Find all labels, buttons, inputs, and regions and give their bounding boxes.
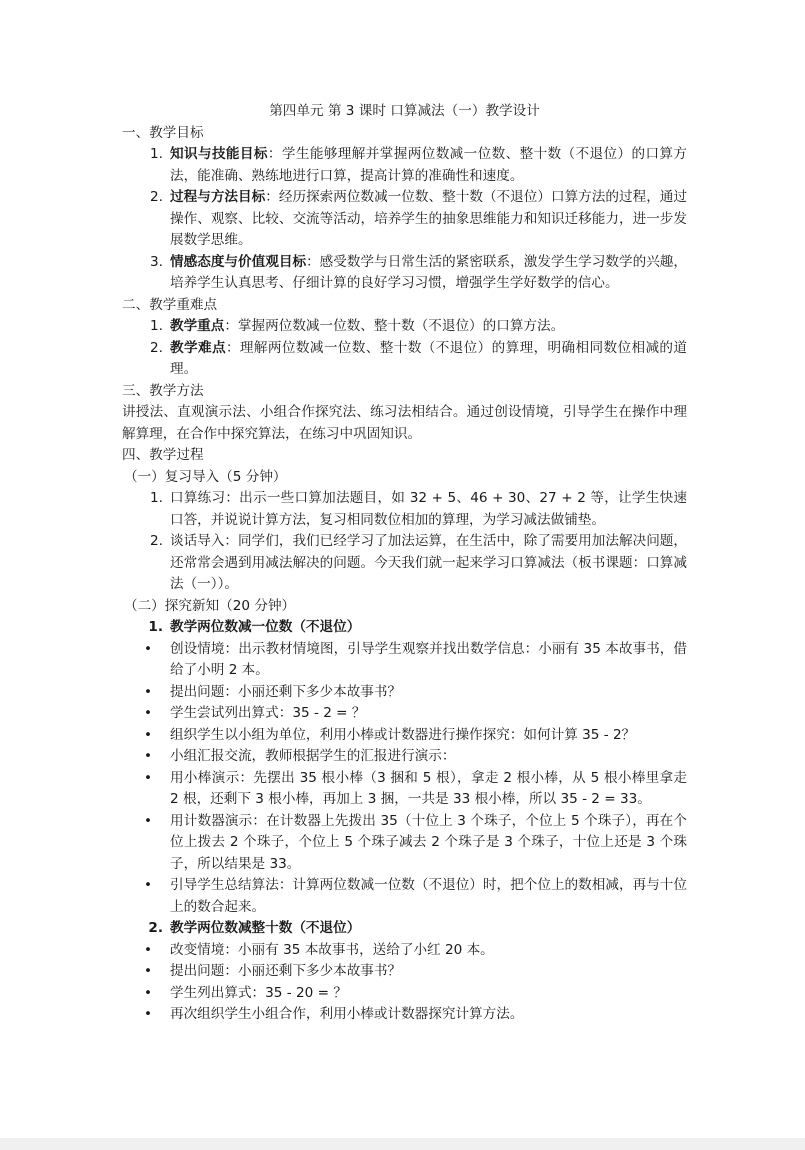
bullet-icon: • [144,705,153,721]
part1-bullet-text: 学生尝试列出算式：35 - 2 = ？ [170,705,366,721]
review-text [170,531,687,596]
bullet-icon: • [144,941,153,958]
section-heading-goals: 一、教学目标 [122,124,204,141]
key-point-body: ：理解两位数减一位数、整十数（不退位）的算理，明确相同数位相减的道理。 [170,339,688,377]
goal-item [122,252,687,295]
part1-heading [122,617,687,639]
review-list [122,488,687,596]
key-point-number: 1. [150,318,163,334]
key-points-list [122,316,687,381]
goal-number: 1. [150,146,163,162]
part1-bullet-item [122,639,687,682]
goal-body: ：学生能够理解并掌握两位数减一位数、整十数（不退位）的口算方法，能准确、熟练地进行口算，提高计算的准确性和速度。 [170,146,688,184]
bullet-icon: • [144,877,153,893]
key-point-label: 教学难点 [170,339,226,356]
bullet-icon: • [144,1006,153,1022]
part1-bullet-text: 提出问题：小丽还剩下多少本故事书？ [170,683,402,700]
part2-bullet-item [122,983,687,1005]
bullet-icon: • [144,963,153,979]
review-body: 谈话导入：同学们，我们已经学习了加法运算，在生活中，除了需要用加法解决问题，还常常会遇到用减法解决的问题。今天我们就一起来学习口算减法（板书课题：口算减法（一））。 [170,533,687,592]
part2-title: 教学两位数减整十数（不退位） [170,920,361,936]
part1-bullet-item [122,703,687,725]
phase-heading-explore: （二）探究新知（20 分钟） [124,597,296,614]
part1-bullet-text: 用小棒演示：先摆出 35 根小棒（3 捆和 5 根），拿走 2 根小棒，从 5 根小棒里拿走 2 根，还剩下 3 根小棒，再加上 3 捆，一共是 33 根小棒，所以 35 - 2 = 33。 [170,769,687,807]
part1-title: 教学两位数减一位数（不退位） [170,619,361,635]
document-content [122,101,687,1026]
bullet-icon: • [144,683,153,700]
part1-bullet-text: 创设情境：出示教材情境图，引导学生观察并找出数学信息：小丽有 35 本故事书，借给了小明 2 本。 [170,640,687,678]
part1-bullet-item [122,725,687,747]
part2-bullet-item [122,961,687,983]
part1-bullet-list [122,639,687,919]
section-heading-key-points: 二、教学重难点 [122,296,218,313]
part1-bullet-item [122,768,687,811]
document-title: 第四单元 第 3 课时 口算减法（一）教学设计 [269,103,540,119]
methods-paragraph: 讲授法、直观演示法、小组合作探究法、练习法相结合。通过创设情境，引导学生在操作中理解算理，在合作中探究算法，在练习中巩固知识。 [122,404,687,442]
key-point-label: 教学重点 [170,318,225,334]
goal-body: ：经历探索两位数减一位数、整十数（不退位）口算方法的过程，通过操作、观察、比较、交流等活动，培养学生的抽象思维能力和知识迁移能力，进一步发展数学思维。 [170,189,688,248]
goal-label: 知识与技能目标 [170,146,268,162]
goal-label: 情感态度与价值观目标 [170,253,307,270]
part1-bullet-item [122,746,687,768]
part1-number: 1. [148,619,163,635]
bullet-icon: • [144,726,153,743]
part2-number: 2. [148,920,163,936]
goal-number: 3. [150,253,163,270]
part1-bullet-item [122,682,687,704]
key-point-item [122,338,687,381]
goal-item [122,187,687,252]
bullet-icon: • [144,748,153,764]
part2-bullet-text: 提出问题：小丽还剩下多少本故事书？ [170,963,402,979]
bullet-icon: • [144,812,153,829]
review-body: 口算练习：出示一些口算加法题目，如 32 + 5、46 + 30、27 + 2 等，让学生快速口答，并说说计算方法，复习相同数位相加的算理，为学习减法做铺垫。 [170,490,687,528]
goal-item [122,144,687,187]
key-point-number: 2. [150,339,163,356]
key-point-body: ：掌握两位数减一位数、整十数（不退位）的口算方法。 [224,318,565,334]
goal-text [170,144,687,187]
review-number: 1. [150,490,163,506]
bullet-icon: • [144,640,153,657]
goal-number: 2. [150,189,163,205]
section-heading-process: 四、教学过程 [122,447,204,463]
part1-bullet-item [122,875,687,918]
goal-text [170,252,687,295]
part2-bullet-text: 改变情境：小丽有 35 本故事书，送给了小红 20 本。 [170,941,494,958]
part2-heading [122,918,687,940]
bullet-icon: • [144,984,153,1001]
goals-list [122,144,687,295]
review-item [122,531,687,596]
goal-label: 过程与方法目标 [170,189,266,205]
goal-text [170,187,687,252]
part2-bullet-item [122,1004,687,1026]
review-text [170,488,687,531]
part2-bullet-list [122,940,687,1026]
bullet-icon: • [144,769,153,786]
part2-bullet-item [122,940,687,962]
review-number: 2. [150,533,163,549]
part1-bullet-text: 小组汇报交流，教师根据学生的汇报进行演示： [170,748,456,764]
part1-bullet-text: 用计数器演示：在计数器上先拨出 35（十位上 3 个珠子，个位上 5 个珠子），再在个位上拨去 2 个珠子，个位上 5 个珠子减去 2 个珠子是 3 个珠子，十位上还是 3 个珠子，所以结果是 33。 [170,812,687,872]
part1-bullet-text: 组织学生以小组为单位，利用小棒或计数器进行操作探究：如何计算 35 - 2？ [170,726,636,743]
part1-bullet-text: 引导学生总结算法：计算两位数减一位数（不退位）时，把个位上的数相减，再与十位上的数合起来。 [170,877,687,915]
key-point-text [170,338,687,381]
goal-body: ：感受数学与日常生活的紧密联系，激发学生学习数学的兴趣，培养学生认真思考、仔细计算的良好学习习惯，增强学生学好数学的信心。 [170,253,688,291]
part2-bullet-text: 学生列出算式：35 - 20 = ？ [170,984,347,1001]
section-heading-methods: 三、教学方法 [122,382,204,399]
review-item [122,488,687,531]
part1-bullet-item [122,811,687,876]
part2-bullet-text: 再次组织学生小组合作，利用小棒或计数器探究计算方法。 [170,1006,524,1022]
key-point-text [170,316,687,338]
phase-heading-review: （一）复习导入（5 分钟） [124,468,287,485]
key-point-item [122,316,687,338]
